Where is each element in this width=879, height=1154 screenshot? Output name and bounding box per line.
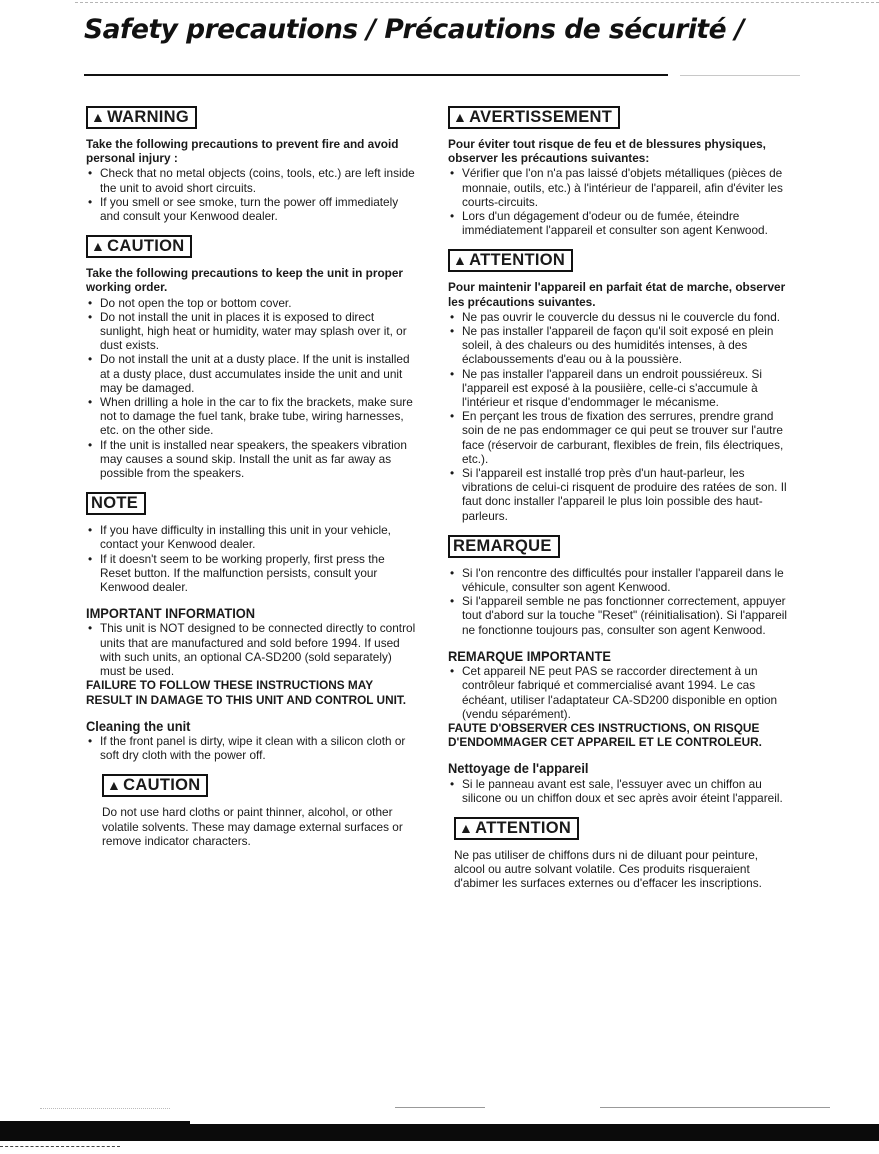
avertissement-list (448, 166, 790, 237)
attention2-heading: ▲ ATTENTION (454, 817, 579, 840)
list-item: • If the front panel is dirty, wipe it clean with a silicon cloth or soft dry cloth with the power off. (86, 734, 418, 762)
french-column (448, 106, 790, 903)
list-item: • This unit is NOT designed to be connected directly to control units that are manufactured and sold before 1994. If used with such units, an optional CA-SD200 (sold separately) must be used. (86, 621, 418, 678)
bottom-faint-line (600, 1107, 830, 1108)
list-item: • Si l'appareil semble ne pas fonctionner correctement, appuyer tout d'abord sur la touche "Reset" (réinitialisation). Si l'appareil ne fonctionne toujours pas, consulter son agent Kenwood. (448, 594, 790, 637)
list-item: • When drilling a hole in the car to fix the brackets, make sure not to damage the fuel tank, brake tube, wiring harnesses, etc. on the other side. (86, 395, 418, 438)
important-info-list (86, 621, 418, 678)
warning-triangle-icon: ▲ (107, 777, 122, 794)
list-item: • Check that no metal objects (coins, tools, etc.) are left inside the unit to avoid short circuits. (86, 166, 418, 194)
important-info-warning: FAILURE TO FOLLOW THESE INSTRUCTIONS MAY RESULT IN DAMAGE TO THIS UNIT AND CONTROL UNIT. (86, 678, 407, 707)
warning-lead: Take the following precautions to prevent fire and avoid personal injury : (86, 137, 399, 166)
attention2-section (448, 817, 790, 891)
nettoyage-section (448, 761, 790, 805)
warning-triangle-icon: ▲ (453, 109, 468, 125)
warning-heading: ▲ WARNING (86, 106, 197, 129)
list-item: • Si le panneau avant est sale, l'essuyer avec un chiffon au silicone ou un chiffon doux et sec après avoir éteint l'appareil. (448, 777, 790, 805)
top-dashed-line (75, 2, 879, 3)
attention-list (448, 310, 790, 523)
cleaning-list (86, 734, 418, 762)
warning-triangle-icon: ▲ (91, 109, 106, 125)
avertissement-heading: ▲ AVERTISSEMENT (448, 106, 620, 129)
cleaning-heading: Cleaning the unit (86, 717, 191, 734)
list-item: • If it doesn't seem to be working properly, first press the Reset button. If the malfunction persists, consult your Kenwood dealer. (86, 552, 418, 595)
warning-triangle-icon: ▲ (453, 252, 468, 269)
attention-lead: Pour maintenir l'appareil en parfait état de marche, observer les précautions suivantes. (448, 280, 786, 309)
avertissement-section (448, 106, 790, 237)
list-item: • Do not install the unit in places it is exposed to direct sunlight, high heat or humidity, water may splash over it, or dust exists. (86, 310, 418, 353)
caution2-text: Do not use hard cloths or paint thinner, alcohol, or other volatile solvents. These may damage external surfaces or remove indicator characters. (102, 805, 403, 848)
bottom-dashed-line (0, 1146, 120, 1147)
important-info-heading: IMPORTANT INFORMATION (86, 605, 256, 622)
note-section (86, 492, 418, 594)
bottom-black-bar (0, 1124, 879, 1141)
list-item: • Si l'appareil est installé trop près d'un haut-parleur, les vibrations de celui-ci risquent de produire des ratées de son. Il faut donc installer l'appareil le plus loin possible des haut-parleurs. (448, 466, 790, 523)
english-column (86, 106, 418, 860)
warning-triangle-icon: ▲ (459, 819, 474, 836)
list-item: • Do not open the top or bottom cover. (86, 296, 418, 310)
note-list (86, 523, 418, 594)
list-item: • Ne pas ouvrir le couvercle du dessus ni le couvercle du fond. (448, 310, 790, 324)
list-item: • Vérifier que l'on n'a pas laissé d'objets métalliques (pièces de monnaie, outils, etc.) à l'intérieur de l'appareil, afin d'éviter les courts-circuits. (448, 166, 790, 209)
attention2-text: Ne pas utiliser de chiffons durs ni de diluant pour peinture, alcool ou autre solvant volatile. Ces produits risqueraient d'abimer les surfaces externes ou d'effacer les inscriptions. (454, 847, 762, 891)
caution-section (86, 235, 418, 480)
remarque-importante-list (448, 664, 790, 721)
remarque-list (448, 566, 790, 637)
list-item: • Cet appareil NE peut PAS se raccorder directement à un contrôleur fabriqué et commercialisé avant 1994. Le cas échéant, utiliser l'adaptateur CA-SD200 disponible en option (vendu séparément). (448, 664, 790, 721)
bottom-faint-line (395, 1107, 485, 1108)
remarque-importante-heading: REMARQUE IMPORTANTE (448, 647, 611, 664)
note-heading: NOTE (86, 492, 146, 515)
page-title: Safety precautions / Précautions de sécurité / (84, 14, 744, 45)
warning-section (86, 106, 418, 223)
warning-list (86, 166, 418, 223)
caution2-heading: ▲ CAUTION (102, 774, 208, 797)
nettoyage-list (448, 777, 790, 805)
nettoyage-heading: Nettoyage de l'appareil (448, 760, 589, 777)
list-item: • Ne pas installer l'appareil de façon qu'il soit exposé en plein soleil, à des chaleurs ou des humidités intenses, à des éclaboussements d'eau ou à la poussière. (448, 324, 790, 367)
list-item: • If you smell or see smoke, turn the power off immediately and consult your Kenwood dealer. (86, 195, 418, 223)
list-item: • En perçant les trous de fixation des serrures, prendre grand soin de ne pas endommager ce qui peut se trouver sur l'autre face (réservoir de carburant, flexibles de frein, fils électriques, etc.). (448, 409, 790, 466)
title-rule-faint (680, 75, 800, 76)
caution-lead: Take the following precautions to keep the unit in proper working order. (86, 266, 404, 295)
caution-list (86, 296, 418, 481)
list-item: • Do not install the unit at a dusty place. If the unit is installed at a dusty place, dust accumulates inside the unit and unit may be damaged. (86, 352, 418, 395)
list-item: • Lors d'un dégagement d'odeur ou de fumée, éteindre immédiatement l'appareil et consulter son agent Kenwood. (448, 209, 790, 237)
caution2-section (86, 774, 418, 848)
remarque-importante-warning: FAUTE D'OBSERVER CES INSTRUCTIONS, ON RISQUE D'ENDOMMAGER CET APPAREIL ET LE CONTROLEUR. (448, 720, 762, 750)
list-item: • Ne pas installer l'appareil dans un endroit poussiéreux. Si l'appareil est exposé à la pousiière, celle-ci s'accumule à l'intérieur et risque d'endommager le mécanisme. (448, 367, 790, 410)
attention-heading: ▲ ATTENTION (448, 249, 573, 272)
list-item: • Si l'on rencontre des difficultés pour installer l'appareil dans le véhicule, consulter son agent Kenwood. (448, 566, 790, 594)
attention-section (448, 249, 790, 522)
remarque-heading: REMARQUE (448, 535, 560, 558)
list-item: • If you have difficulty in installing this unit in your vehicle, contact your Kenwood dealer. (86, 523, 418, 551)
remarque-section (448, 535, 790, 637)
list-item: • If the unit is installed near speakers, the speakers vibration may causes a sound skip. Install the unit as far away as possible from the speakers. (86, 438, 418, 481)
cleaning-section (86, 719, 418, 763)
warning-triangle-icon: ▲ (91, 238, 106, 255)
remarque-importante-section (448, 649, 790, 749)
title-rule (84, 74, 668, 76)
caution-heading: ▲ CAUTION (86, 235, 192, 258)
important-info-section (86, 606, 418, 706)
avertissement-lead: Pour éviter tout risque de feu et de blessures physiques, observer les précautions suivantes: (448, 137, 766, 166)
bottom-faint-line (40, 1108, 170, 1109)
